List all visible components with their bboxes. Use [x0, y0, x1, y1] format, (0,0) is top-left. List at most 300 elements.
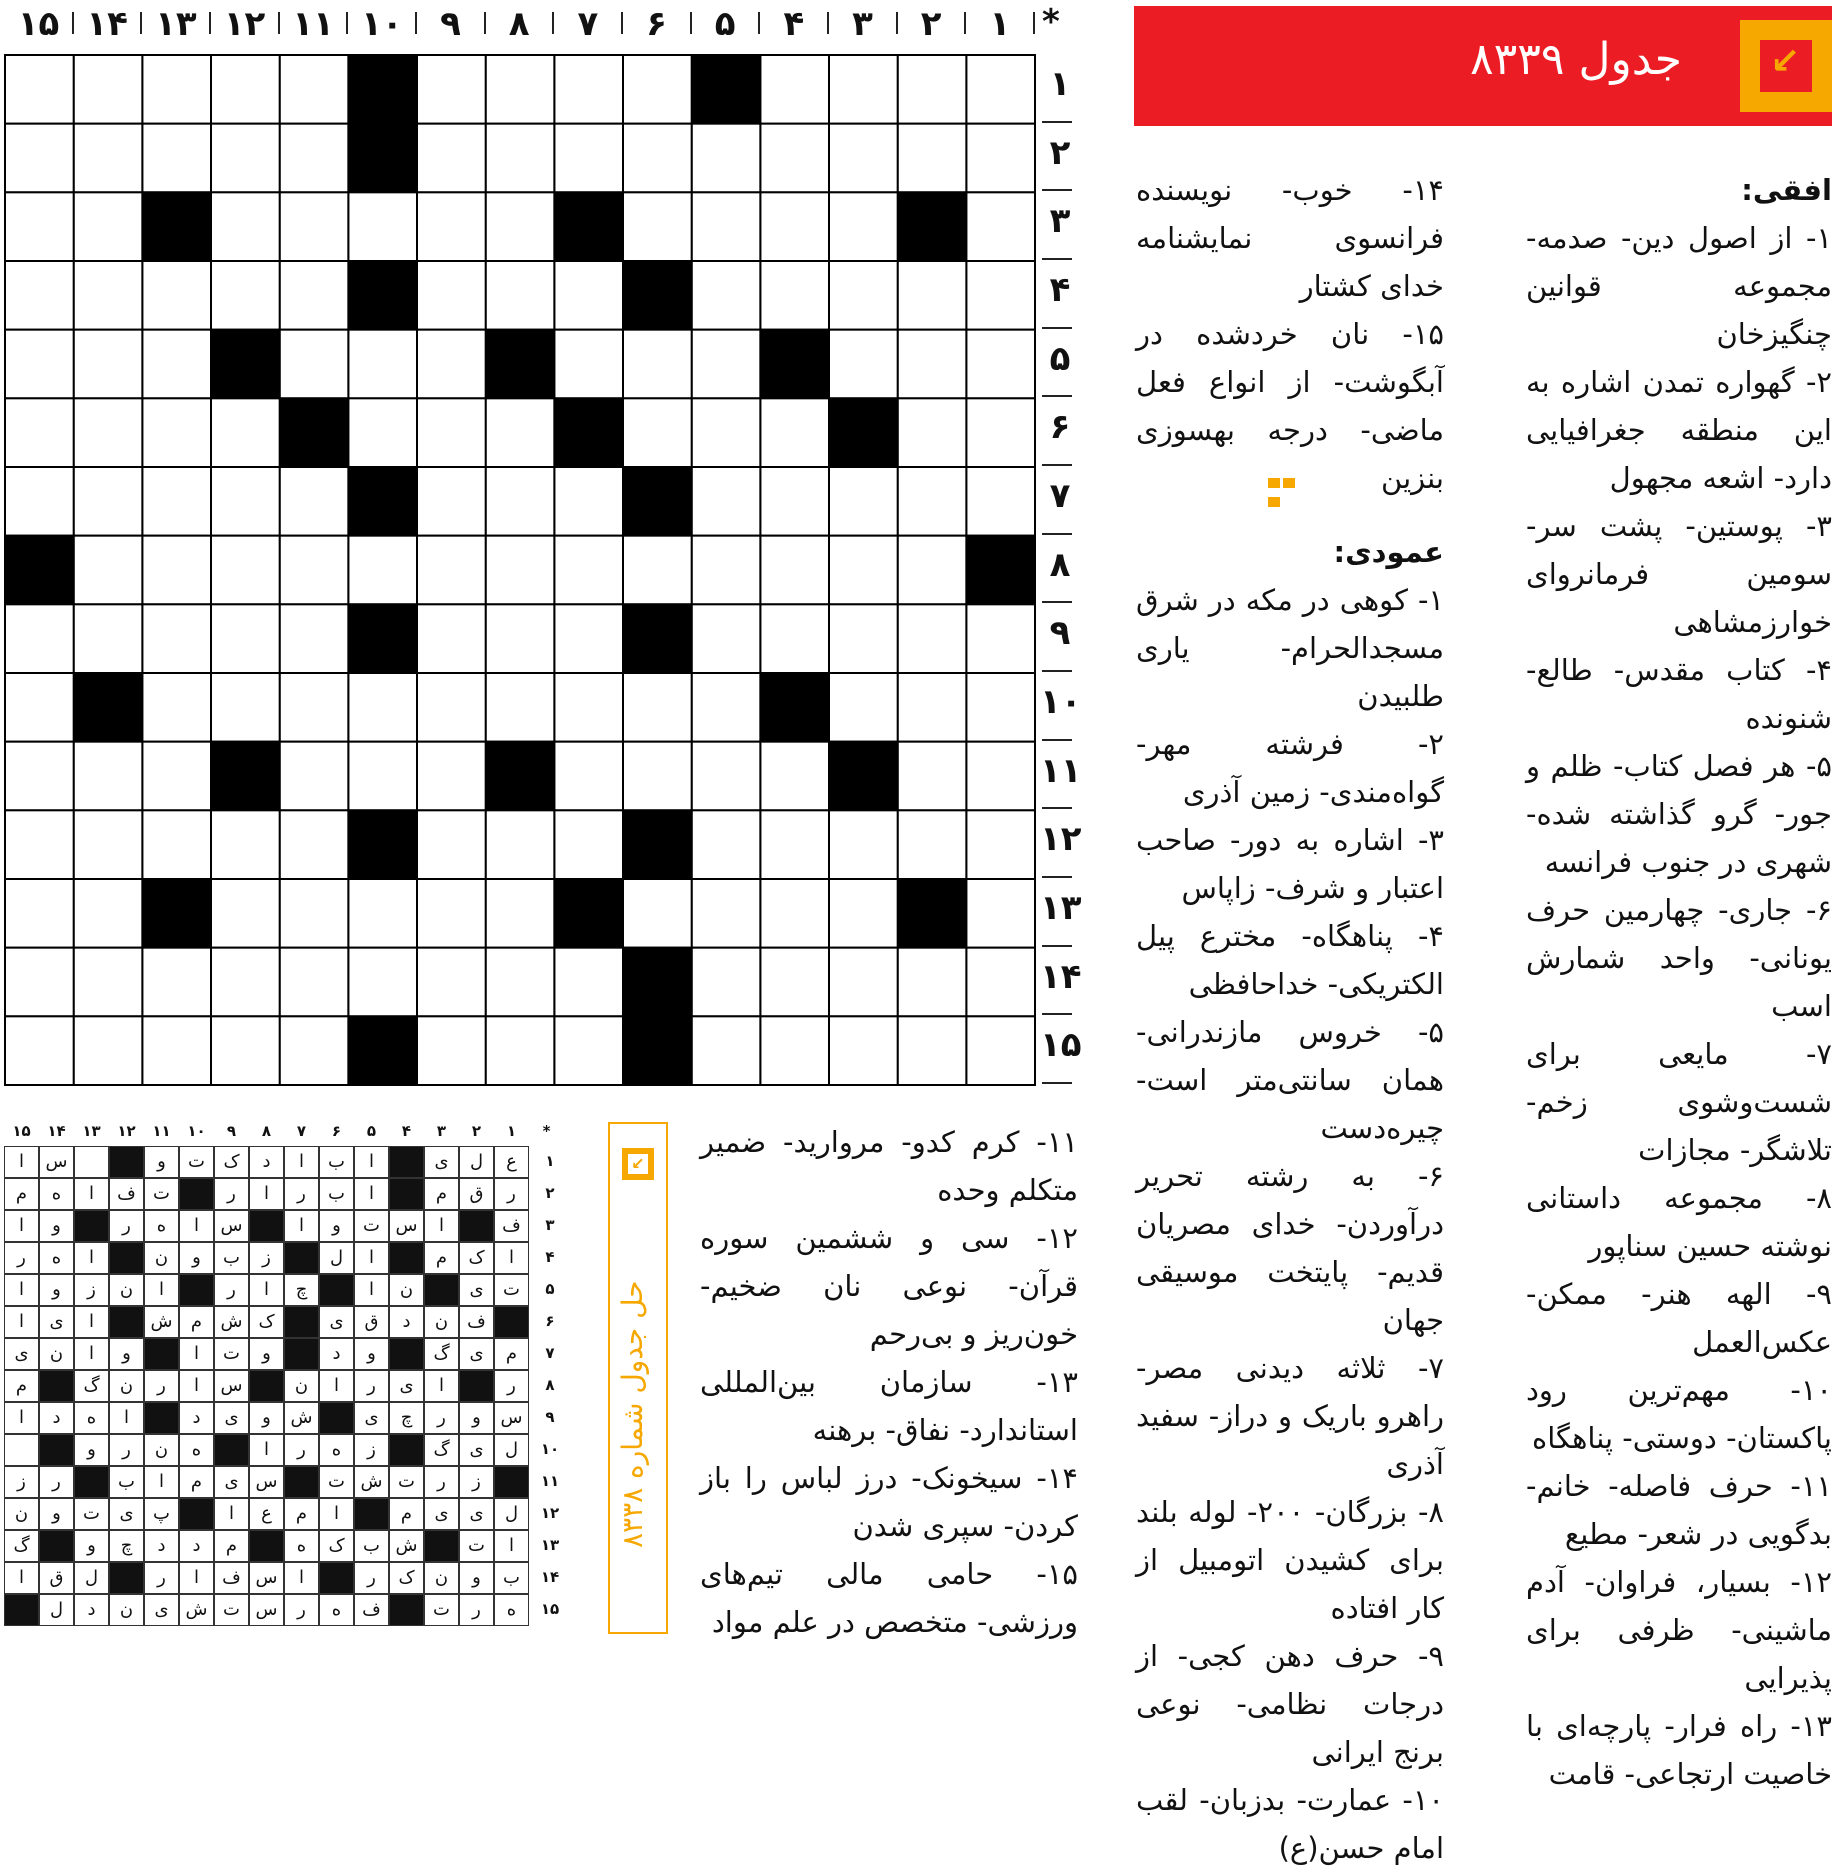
solution-cell: ه: [494, 1594, 529, 1626]
clue: ۹- الهه هنر- ممکن- عکس‌العمل: [1526, 1277, 1832, 1359]
grid-cell[interactable]: [760, 604, 829, 673]
grid-cell[interactable]: [280, 810, 349, 879]
solution-cell: ن: [284, 1370, 319, 1402]
grid-cell[interactable]: [486, 55, 555, 124]
solution-black-cell: [179, 1274, 214, 1306]
grid-cell[interactable]: [760, 192, 829, 261]
clue: ۳- پوستین- پشت سر- سومین فرمانروای خوارزمشاهی: [1526, 509, 1832, 639]
clue: ۱۲- بسیار، فراوان- آدم ماشینی- ظرفی برای پذیرایی: [1526, 1565, 1832, 1695]
solution-black-cell: [494, 1306, 529, 1338]
grid-cell[interactable]: [486, 810, 555, 879]
solution-cell: ت: [389, 1466, 424, 1498]
grid-cell[interactable]: [898, 948, 967, 1017]
solution-black-cell: [459, 1210, 494, 1242]
solution-cell: ا: [354, 1178, 389, 1210]
grid-cell[interactable]: [142, 742, 211, 811]
grid-cell[interactable]: [554, 1016, 623, 1085]
grid-cell[interactable]: [692, 536, 761, 605]
grid-cell[interactable]: [74, 1016, 143, 1085]
grid-cell[interactable]: [760, 879, 829, 948]
grid-cell[interactable]: [898, 810, 967, 879]
grid-cell[interactable]: [623, 536, 692, 605]
grid-cell[interactable]: [211, 55, 280, 124]
grid-cell[interactable]: [692, 673, 761, 742]
grid-cell[interactable]: [486, 536, 555, 605]
black-cell: [554, 398, 623, 467]
grid-cell[interactable]: [966, 467, 1035, 536]
grid-cell[interactable]: [417, 1016, 486, 1085]
grid-cell[interactable]: [760, 55, 829, 124]
grid-cell[interactable]: [486, 1016, 555, 1085]
solution-cell: س: [494, 1402, 529, 1434]
column-number: ۱۰: [361, 4, 403, 44]
grid-cell[interactable]: [486, 398, 555, 467]
solution-cell: ش: [284, 1402, 319, 1434]
row-separator: [1042, 189, 1072, 191]
solution-column-number: ۵: [366, 1122, 377, 1140]
grid-cell[interactable]: [417, 192, 486, 261]
grid-cell[interactable]: [692, 398, 761, 467]
grid-cell[interactable]: [280, 124, 349, 193]
grid-cell[interactable]: [554, 948, 623, 1017]
grid-cell[interactable]: [966, 192, 1035, 261]
grid-cell[interactable]: [692, 604, 761, 673]
grid-cell[interactable]: [74, 55, 143, 124]
grid-cell[interactable]: [5, 398, 74, 467]
solution-cell: ل: [494, 1434, 529, 1466]
grid-cell[interactable]: [417, 398, 486, 467]
grid-cell[interactable]: [211, 604, 280, 673]
grid-cell[interactable]: [211, 192, 280, 261]
grid-cell[interactable]: [966, 742, 1035, 811]
solution-cell: ب: [354, 1530, 389, 1562]
solution-row-number: ۱: [545, 1152, 555, 1170]
clue: ۱۴- سیخونک- درز لباس را باز کردن- سپری شدن: [700, 1461, 1078, 1543]
grid-cell[interactable]: [5, 879, 74, 948]
column-separator: [964, 12, 966, 34]
grid-cell[interactable]: [760, 261, 829, 330]
grid-cell[interactable]: [623, 330, 692, 399]
grid-cell[interactable]: [623, 398, 692, 467]
solution-cell: ا: [354, 1146, 389, 1178]
grid-cell[interactable]: [554, 124, 623, 193]
solution-cell: [74, 1146, 109, 1178]
grid-cell[interactable]: [280, 467, 349, 536]
clue: ۲- گهواره تمدن اشاره به این منطقه جغرافیایی دارد- اشعه مجهول: [1526, 365, 1832, 495]
column-separator: [621, 12, 623, 34]
grid-cell[interactable]: [966, 879, 1035, 948]
grid-cell[interactable]: [142, 55, 211, 124]
grid-cell[interactable]: [692, 330, 761, 399]
grid-cell[interactable]: [829, 948, 898, 1017]
grid-cell[interactable]: [5, 742, 74, 811]
grid-cell[interactable]: [417, 742, 486, 811]
solution-cell: ر: [144, 1370, 179, 1402]
grid-cell[interactable]: [142, 467, 211, 536]
solution-cell: ا: [109, 1402, 144, 1434]
grid-cell[interactable]: [417, 948, 486, 1017]
column-separator: [758, 12, 760, 34]
grid-cell[interactable]: [623, 673, 692, 742]
grid-cell[interactable]: [74, 536, 143, 605]
grid-cell[interactable]: [348, 192, 417, 261]
grid-cell[interactable]: [554, 55, 623, 124]
grid-cell[interactable]: [829, 192, 898, 261]
solution-cell: ا: [74, 1178, 109, 1210]
grid-cell[interactable]: [211, 1016, 280, 1085]
solution-cell: ا: [354, 1274, 389, 1306]
grid-cell[interactable]: [829, 879, 898, 948]
grid-cell[interactable]: [74, 192, 143, 261]
solution-cell: ب: [494, 1562, 529, 1594]
solution-black-cell: [144, 1402, 179, 1434]
solution-cell: ب: [109, 1466, 144, 1498]
grid-cell[interactable]: [142, 1016, 211, 1085]
grid-cell[interactable]: [5, 330, 74, 399]
grid-cell[interactable]: [486, 673, 555, 742]
grid-cell[interactable]: [898, 604, 967, 673]
grid-cell[interactable]: [898, 673, 967, 742]
grid-cell[interactable]: [829, 536, 898, 605]
solution-black-cell: [249, 1530, 284, 1562]
grid-cell[interactable]: [74, 261, 143, 330]
grid-cell[interactable]: [74, 467, 143, 536]
grid-cell[interactable]: [554, 810, 623, 879]
solution-cell: ی: [109, 1498, 144, 1530]
grid-cell[interactable]: [74, 124, 143, 193]
solution-black-cell: [249, 1210, 284, 1242]
grid-cell[interactable]: [898, 467, 967, 536]
solution-cell: ا: [249, 1178, 284, 1210]
solution-cell: ن: [109, 1370, 144, 1402]
grid-cell[interactable]: [966, 810, 1035, 879]
solution-cell: ی: [459, 1274, 494, 1306]
solution-cell: ف: [494, 1210, 529, 1242]
solution-cell: ا: [4, 1562, 39, 1594]
solution-cell: ق: [459, 1178, 494, 1210]
row-number: ۳: [1049, 201, 1071, 242]
clue: ۱۲- سی و ششمین سوره قرآن- نوعی نان ضخیم- خون‌ریز و بی‌رحم: [700, 1221, 1078, 1351]
grid-cell[interactable]: [280, 948, 349, 1017]
grid-cell[interactable]: [5, 261, 74, 330]
solution-row-number: ۸: [545, 1376, 555, 1394]
grid-cell[interactable]: [692, 261, 761, 330]
solution-cell: ف: [214, 1562, 249, 1594]
grid-cell[interactable]: [692, 810, 761, 879]
grid-cell[interactable]: [966, 673, 1035, 742]
solution-cell: ت: [74, 1498, 109, 1530]
grid-cell[interactable]: [280, 55, 349, 124]
grid-cell[interactable]: [211, 948, 280, 1017]
grid-cell[interactable]: [554, 467, 623, 536]
grid-cell[interactable]: [211, 536, 280, 605]
solution-cell: و: [74, 1530, 109, 1562]
grid-cell[interactable]: [486, 604, 555, 673]
solution-black-cell: [214, 1434, 249, 1466]
grid-cell[interactable]: [554, 330, 623, 399]
grid-cell[interactable]: [74, 810, 143, 879]
solution-cell: ه: [284, 1530, 319, 1562]
grid-cell[interactable]: [760, 948, 829, 1017]
grid-cell[interactable]: [348, 536, 417, 605]
grid-cell[interactable]: [211, 261, 280, 330]
black-cell: [623, 604, 692, 673]
grid-cell[interactable]: [829, 124, 898, 193]
solution-cell: ن: [424, 1306, 459, 1338]
grid-cell[interactable]: [554, 536, 623, 605]
grid-cell[interactable]: [966, 330, 1035, 399]
grid-cell[interactable]: [211, 879, 280, 948]
grid-cell[interactable]: [692, 1016, 761, 1085]
grid-cell[interactable]: [692, 467, 761, 536]
solution-cell: ی: [389, 1370, 424, 1402]
grid-cell[interactable]: [5, 55, 74, 124]
grid-cell[interactable]: [417, 604, 486, 673]
grid-cell[interactable]: [74, 604, 143, 673]
clue: ۶- به رشته تحریر درآوردن- خدای مصریان قدیم- پایتخت موسیقی جهان: [1136, 1159, 1444, 1337]
grid-cell[interactable]: [966, 604, 1035, 673]
page-title: جدول ۸۳۳۹: [1469, 34, 1682, 85]
grid-cell[interactable]: [486, 879, 555, 948]
grid-cell[interactable]: [74, 879, 143, 948]
grid-cell[interactable]: [280, 261, 349, 330]
grid-cell[interactable]: [898, 261, 967, 330]
grid-cell[interactable]: [280, 879, 349, 948]
row-number: ۱۵: [1040, 1025, 1082, 1066]
grid-cell[interactable]: [898, 742, 967, 811]
solution-column-number: ۱۳: [82, 1122, 101, 1140]
solution-cell: س: [249, 1562, 284, 1594]
solution-cell: ع: [494, 1146, 529, 1178]
grid-cell[interactable]: [692, 192, 761, 261]
grid-cell[interactable]: [280, 330, 349, 399]
solution-cell: ه: [74, 1402, 109, 1434]
grid-cell[interactable]: [829, 261, 898, 330]
grid-cell[interactable]: [692, 124, 761, 193]
grid-cell[interactable]: [486, 948, 555, 1017]
solution-cell: ا: [179, 1562, 214, 1594]
solution-cell: ر: [354, 1562, 389, 1594]
grid-cell[interactable]: [280, 1016, 349, 1085]
grid-cell[interactable]: [829, 1016, 898, 1085]
grid-cell[interactable]: [417, 124, 486, 193]
grid-cell[interactable]: [692, 742, 761, 811]
grid-cell[interactable]: [486, 261, 555, 330]
grid-cell[interactable]: [280, 192, 349, 261]
grid-cell[interactable]: [142, 604, 211, 673]
solution-cell: ا: [4, 1210, 39, 1242]
solution-cell: ب: [319, 1178, 354, 1210]
grid-cell[interactable]: [966, 398, 1035, 467]
solution-column-number: ۶: [331, 1122, 342, 1140]
grid-cell[interactable]: [211, 398, 280, 467]
grid-cell[interactable]: [623, 192, 692, 261]
solution-black-cell: [424, 1530, 459, 1562]
black-cell: [348, 467, 417, 536]
grid-cell[interactable]: [486, 467, 555, 536]
solution-cell: م: [424, 1178, 459, 1210]
grid-cell[interactable]: [348, 948, 417, 1017]
solution-cell: ه: [179, 1434, 214, 1466]
solution-cell: ن: [389, 1274, 424, 1306]
grid-cell[interactable]: [898, 330, 967, 399]
grid-cell[interactable]: [760, 742, 829, 811]
black-cell: [74, 673, 143, 742]
grid-cell[interactable]: [829, 810, 898, 879]
grid-cell[interactable]: [829, 604, 898, 673]
solution-cell: ب: [214, 1242, 249, 1274]
grid-cell[interactable]: [760, 124, 829, 193]
grid-cell[interactable]: [417, 467, 486, 536]
grid-cell[interactable]: [417, 536, 486, 605]
grid-cell[interactable]: [898, 398, 967, 467]
grid-cell[interactable]: [966, 55, 1035, 124]
solution-cell: م: [284, 1498, 319, 1530]
grid-cell[interactable]: [142, 124, 211, 193]
grid-cell[interactable]: [348, 330, 417, 399]
grid-cell[interactable]: [142, 536, 211, 605]
grid-cell[interactable]: [74, 398, 143, 467]
grid-cell[interactable]: [554, 673, 623, 742]
grid-cell[interactable]: [142, 261, 211, 330]
grid-cell[interactable]: [554, 261, 623, 330]
grid-cell[interactable]: [142, 810, 211, 879]
grid-cell[interactable]: [5, 467, 74, 536]
grid-cell[interactable]: [554, 604, 623, 673]
grid-cell[interactable]: [280, 604, 349, 673]
grid-cell[interactable]: [5, 604, 74, 673]
solution-cell: ا: [319, 1498, 354, 1530]
grid-cell[interactable]: [5, 673, 74, 742]
grid-cell[interactable]: [142, 330, 211, 399]
solution-cell: ن: [144, 1434, 179, 1466]
solution-column-number: ۱۲: [117, 1122, 136, 1140]
solution-row-number: ۴: [545, 1248, 555, 1266]
grid-cell[interactable]: [280, 742, 349, 811]
solution-cell: د: [389, 1306, 424, 1338]
row-number: ۷: [1049, 476, 1071, 516]
grid-cell[interactable]: [760, 1016, 829, 1085]
grid-cell[interactable]: [417, 261, 486, 330]
grid-cell[interactable]: [74, 948, 143, 1017]
grid-cell[interactable]: [280, 673, 349, 742]
grid-cell[interactable]: [348, 879, 417, 948]
grid-cell[interactable]: [211, 810, 280, 879]
grid-cell[interactable]: [623, 742, 692, 811]
grid-cell[interactable]: [966, 261, 1035, 330]
grid-cell[interactable]: [898, 536, 967, 605]
grid-cell[interactable]: [966, 124, 1035, 193]
solution-cell: و: [144, 1146, 179, 1178]
grid-cell[interactable]: [898, 1016, 967, 1085]
grid-cell[interactable]: [692, 879, 761, 948]
solution-cell: ر: [284, 1178, 319, 1210]
column-number: ۱۱: [292, 4, 334, 44]
grid-cell[interactable]: [829, 673, 898, 742]
grid-cell[interactable]: [5, 810, 74, 879]
solution-cell: ق: [354, 1306, 389, 1338]
solution-cell: و: [74, 1434, 109, 1466]
grid-cell[interactable]: [74, 330, 143, 399]
grid-cell[interactable]: [142, 948, 211, 1017]
grid-cell[interactable]: [5, 124, 74, 193]
grid-cell[interactable]: [348, 673, 417, 742]
grid-cell[interactable]: [417, 330, 486, 399]
row-separator: [1042, 258, 1072, 260]
grid-cell[interactable]: [417, 55, 486, 124]
grid-cell[interactable]: [898, 55, 967, 124]
solution-cell: ا: [74, 1242, 109, 1274]
black-cell: [280, 398, 349, 467]
grid-cell[interactable]: [760, 536, 829, 605]
row-number: ۱۱: [1040, 750, 1082, 791]
grid-cell[interactable]: [760, 467, 829, 536]
grid-cell[interactable]: [486, 124, 555, 193]
grid-cell[interactable]: [623, 55, 692, 124]
grid-cell[interactable]: [348, 742, 417, 811]
solution-column-numbers: [4, 1122, 564, 1142]
solution-cell: و: [179, 1242, 214, 1274]
column-separator: [346, 12, 348, 34]
row-number: ۱۳: [1040, 888, 1082, 928]
grid-cell[interactable]: [760, 398, 829, 467]
grid-cell[interactable]: [5, 948, 74, 1017]
solution-cell: ی: [39, 1306, 74, 1338]
grid-cell[interactable]: [898, 124, 967, 193]
grid-cell[interactable]: [417, 810, 486, 879]
grid-cell[interactable]: [966, 948, 1035, 1017]
grid-cell[interactable]: [417, 879, 486, 948]
grid-cell[interactable]: [829, 467, 898, 536]
grid-cell[interactable]: [348, 398, 417, 467]
grid-cell[interactable]: [211, 124, 280, 193]
grid-cell[interactable]: [5, 1016, 74, 1085]
grid-cell[interactable]: [211, 467, 280, 536]
grid-cell[interactable]: [623, 124, 692, 193]
grid-cell[interactable]: [280, 536, 349, 605]
grid-cell[interactable]: [211, 673, 280, 742]
black-cell: [348, 604, 417, 673]
grid-cell[interactable]: [692, 948, 761, 1017]
grid-cell[interactable]: [760, 810, 829, 879]
grid-cell[interactable]: [74, 742, 143, 811]
solution-cell: ی: [144, 1594, 179, 1626]
column-separator: [827, 12, 829, 34]
grid-cell[interactable]: [486, 192, 555, 261]
grid-cell[interactable]: [829, 55, 898, 124]
solution-cell: ی: [4, 1338, 39, 1370]
grid-cell[interactable]: [554, 742, 623, 811]
black-cell: [348, 261, 417, 330]
grid-cell[interactable]: [966, 1016, 1035, 1085]
solution-black-cell: [389, 1242, 424, 1274]
grid-cell[interactable]: [829, 330, 898, 399]
row-number: ۵: [1049, 338, 1071, 379]
solution-black-cell: [284, 1306, 319, 1338]
black-cell: [348, 810, 417, 879]
solution-cell: ه: [39, 1178, 74, 1210]
column-numbers: [4, 0, 1068, 48]
solution-cell: و: [459, 1402, 494, 1434]
grid-cell[interactable]: [417, 673, 486, 742]
grid-cell[interactable]: [623, 879, 692, 948]
clue: ۲- فرشته مهر- گواه‌مندی- زمین آذری: [1136, 727, 1444, 809]
grid-cell[interactable]: [5, 192, 74, 261]
solution-title: حل جدول شماره ۸۳۳۸: [616, 1280, 649, 1548]
solution-cell: ت: [214, 1594, 249, 1626]
grid-cell[interactable]: [142, 398, 211, 467]
grid-cell[interactable]: [142, 673, 211, 742]
